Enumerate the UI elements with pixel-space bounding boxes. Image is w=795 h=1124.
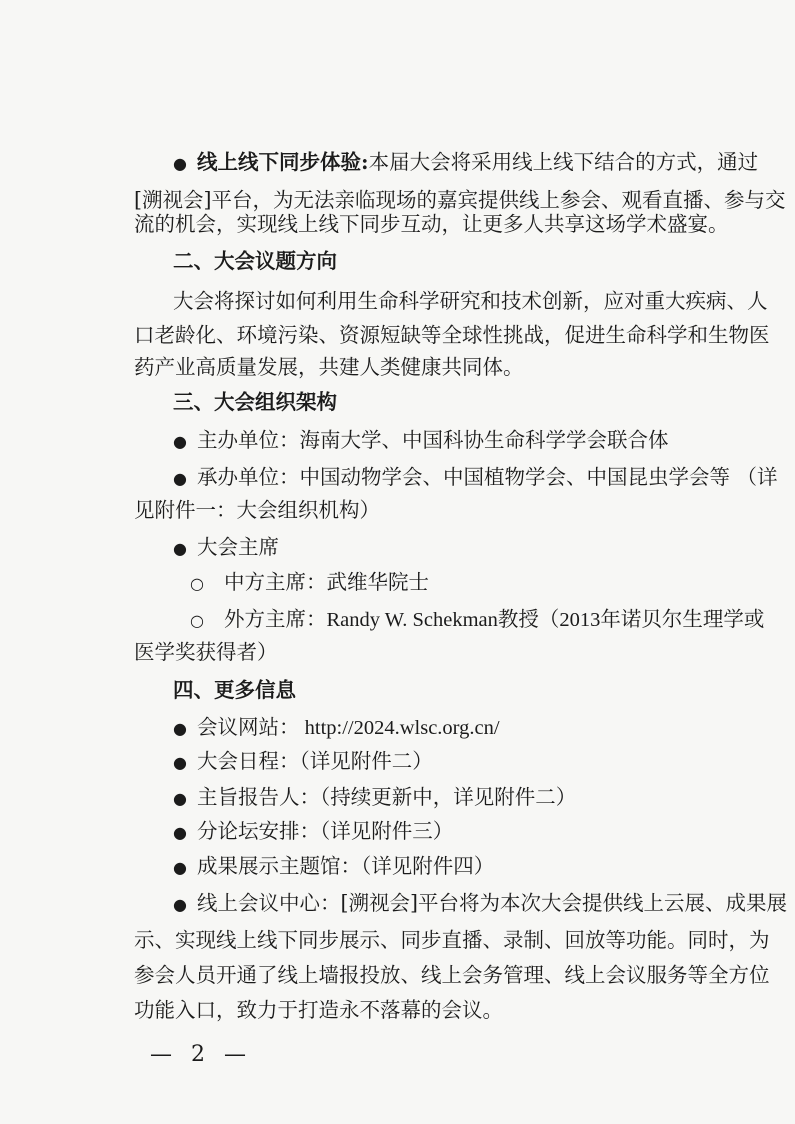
list-item-online-center-line1: ● 线上会议中心：[溯视会]平台将为本次大会提供线上云展、成果展 <box>173 889 694 919</box>
para-online-offline-line1: ● 线上线下同步体验:本届大会将采用线上线下结合的方式，通过 <box>173 148 694 178</box>
sub-item-foreign-chair-line2: 医学奖获得者） <box>134 640 278 664</box>
para-topics-line2: 口老龄化、环境污染、资源短缺等全球性挑战，促进生命科学和生物医 <box>134 323 770 347</box>
bullet-icon: ● <box>173 753 187 772</box>
section-heading-organization: 三、大会组织架构 <box>173 390 337 414</box>
list-item-online-center-line4: 功能入口，致力于打造永不落幕的会议。 <box>134 998 503 1022</box>
list-item-speakers: ● 主旨报告人：（持续更新中，详见附件二） <box>173 783 694 813</box>
list-item-online-center-line2: 示、实现线上线下同步展示、同步直播、录制、回放等功能。同时，为 <box>134 928 770 952</box>
section-heading-more-info: 四、更多信息 <box>173 678 296 702</box>
list-item-coorganizer-line1: ● 承办单位：中国动物学会、中国植物学会、中国昆虫学会等 （详 <box>173 463 694 493</box>
circle-bullet-icon: ○ <box>190 574 204 593</box>
bullet-icon: ● <box>173 432 187 451</box>
bullet-icon: ● <box>173 858 187 877</box>
list-item-host: ● 主办单位：海南大学、中国科协生命科学学会联合体 <box>173 426 694 456</box>
bullet-icon: ● <box>173 789 187 808</box>
sub-item-foreign-chair-line1: ○ 外方主席：Randy W. Schekman教授（2013年诺贝尔生理学或 <box>190 605 694 635</box>
para-online-offline-line2: [溯视会]平台，为无法亲临现场的嘉宾提供线上参会、观看直播、参与交 <box>134 188 786 212</box>
list-item-coorganizer-line2: 见附件一：大会组织机构） <box>134 498 380 522</box>
list-item-forums: ● 分论坛安排：（详见附件三） <box>173 817 694 847</box>
page-number: — 2 — <box>150 1042 252 1067</box>
circle-bullet-icon: ○ <box>190 611 204 630</box>
bullet-icon: ● <box>173 895 187 914</box>
bullet-icon: ● <box>173 823 187 842</box>
bullet-icon: ● <box>173 539 187 558</box>
list-item-exhibit: ● 成果展示主题馆：（详见附件四） <box>173 852 694 882</box>
list-item-website: ● 会议网站： http://2024.wlsc.org.cn/ <box>173 713 694 743</box>
bullet-icon: ● <box>173 469 187 488</box>
para-topics-line3: 药产业高质量发展，共建人类健康共同体。 <box>134 355 524 379</box>
para-topics-line1: 大会将探讨如何利用生命科学研究和技术创新，应对重大疾病、人 <box>173 289 768 313</box>
sub-item-cn-chair: ○ 中方主席：武维华院士 <box>190 568 694 598</box>
list-item-chair: ● 大会主席 <box>173 533 694 563</box>
list-item-schedule: ● 大会日程：（详见附件二） <box>173 747 694 777</box>
list-item-online-center-line3: 参会人员开通了线上墙报投放、线上会务管理、线上会议服务等全方位 <box>134 963 770 987</box>
bullet-icon: ● <box>173 719 187 738</box>
para-online-offline-line3: 流的机会，实现线上线下同步互动，让更多人共享这场学术盛宴。 <box>134 212 729 236</box>
bullet-icon: ● <box>173 154 187 173</box>
para-lead: 线上线下同步体验: <box>197 150 369 174</box>
section-heading-topics: 二、大会议题方向 <box>173 249 337 273</box>
